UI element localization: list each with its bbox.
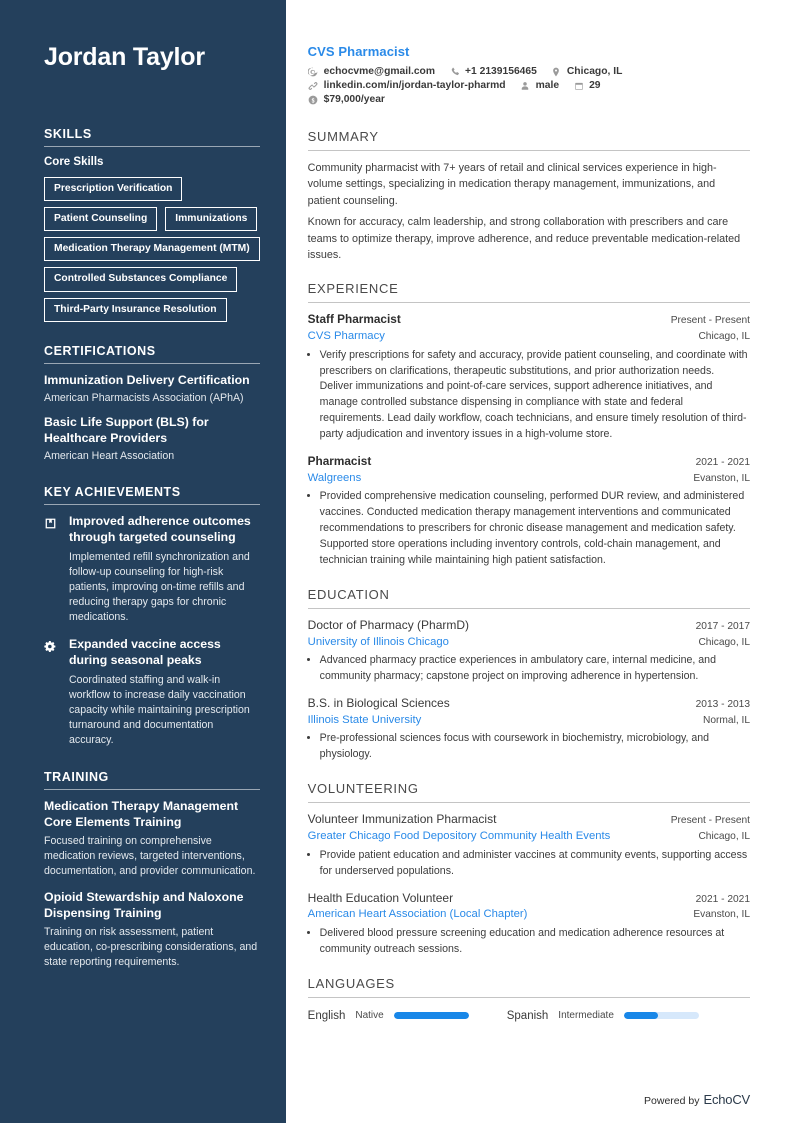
- entry-bullet-list: [308, 848, 750, 880]
- volunteering-section-title: VOLUNTEERING: [308, 781, 750, 803]
- entry-subheader: [308, 329, 750, 344]
- skill-chip: Patient Counseling: [44, 207, 157, 231]
- entry-location: Evanston, IL: [693, 909, 750, 921]
- entry-bullet-list: [308, 731, 750, 763]
- language-proficiency-fill: [394, 1012, 469, 1019]
- entry-bullet: • Delivered blood pressure screening education and medication adherence resources at community outreach sessions.: [320, 926, 750, 958]
- footer-branding: [644, 1092, 750, 1107]
- phone-icon: [449, 66, 460, 77]
- training-title: Opioid Stewardship and Naloxone Dispensing Training: [44, 890, 244, 921]
- volunteering-entry: [308, 812, 750, 879]
- certification-name: Basic Life Support (BLS) for Healthcare Providers: [44, 415, 209, 445]
- contact-row: [308, 94, 750, 105]
- entry-subheader: [308, 471, 750, 486]
- achievement-item: [44, 514, 260, 625]
- entry-location: Evanston, IL: [693, 472, 750, 484]
- entry-location: Chicago, IL: [698, 831, 750, 843]
- entry-dates: Present - Present: [670, 315, 750, 327]
- language-proficiency-fill: [624, 1012, 658, 1019]
- skills-subtitle: Core Skills: [44, 155, 104, 168]
- training-section-title: TRAINING: [44, 770, 260, 790]
- entry-header: [308, 812, 750, 828]
- contact-item[interactable]: [308, 94, 385, 105]
- contact-value: +1 2139156465: [465, 66, 537, 77]
- entry-dates: 2013 - 2013: [695, 698, 750, 710]
- entry-organization[interactable]: American Heart Association (Local Chapter): [307, 908, 528, 921]
- achievement-item: [44, 637, 260, 748]
- entry-bullet: • Pre-professional sciences focus with coursework in biochemistry, microbiology, and physiology.: [320, 731, 750, 763]
- contact-value: 29: [589, 80, 601, 91]
- certification-item: [44, 415, 260, 463]
- contact-item[interactable]: [551, 66, 623, 77]
- contact-item[interactable]: [520, 80, 559, 91]
- entry-dates: 2021 - 2021: [695, 893, 750, 905]
- main-column: [286, 0, 794, 1123]
- certification-org: American Pharmacists Association (APhA): [44, 391, 244, 404]
- skill-chip: Medication Therapy Management (MTM): [44, 237, 260, 261]
- education-section-title: EDUCATION: [308, 587, 750, 609]
- entry-organization[interactable]: Walgreens: [307, 471, 362, 484]
- salary-icon: [308, 94, 319, 105]
- experience-list: [308, 312, 750, 568]
- languages-section-title: LANGUAGES: [308, 976, 750, 998]
- entry-title: Staff Pharmacist: [307, 312, 401, 327]
- contact-value: echocvme@gmail.com: [323, 66, 435, 77]
- contact-info: [308, 66, 750, 105]
- training-item: [44, 890, 260, 970]
- entry-bullet: • Advanced pharmacy practice experiences in ambulatory care, internal medicine, and community pharmacy; capstone project on improving adherence in hypertension.: [320, 653, 750, 685]
- language-level: Intermediate: [558, 1010, 614, 1022]
- summary-section-title: SUMMARY: [308, 129, 750, 151]
- language-list: [308, 1007, 750, 1022]
- entry-header: [308, 618, 750, 634]
- experience-section-title: EXPERIENCE: [308, 281, 750, 303]
- training-item: [44, 799, 260, 879]
- certification-org: American Heart Association: [44, 449, 175, 462]
- entry-location: Normal, IL: [703, 714, 750, 726]
- footer-brand: EchoCV: [703, 1092, 750, 1107]
- volunteering-entry: [308, 891, 750, 958]
- entry-title: B.S. in Biological Sciences: [307, 695, 450, 710]
- language-name: Spanish: [506, 1009, 549, 1022]
- language-name: English: [307, 1009, 346, 1022]
- entry-header: [308, 454, 750, 470]
- entry-title: Health Education Volunteer: [307, 890, 454, 905]
- section-summary: [308, 129, 750, 263]
- entry-organization[interactable]: University of Illinois Chicago: [307, 635, 449, 648]
- skill-chip: Third-Party Insurance Resolution: [44, 298, 227, 322]
- person-icon: [520, 80, 531, 91]
- contact-value: Chicago, IL: [566, 66, 623, 77]
- achievements-section-title: KEY ACHIEVEMENTS: [44, 485, 260, 505]
- skill-chip: Controlled Substances Compliance: [44, 267, 237, 291]
- training-description: Training on risk assessment, patient education, co-prescribing considerations, and state reporting requirements.: [44, 926, 258, 969]
- volunteering-list: [308, 812, 750, 958]
- email-icon: [308, 66, 319, 77]
- section-education: [308, 587, 750, 764]
- skill-chip-list: [44, 177, 260, 323]
- contact-item[interactable]: [449, 66, 537, 77]
- entry-subheader: [308, 907, 750, 922]
- contact-item[interactable]: [308, 80, 506, 91]
- entry-dates: Present - Present: [670, 815, 750, 827]
- entry-subheader: [308, 829, 750, 844]
- entry-organization[interactable]: Illinois State University: [307, 713, 422, 726]
- contact-value: linkedin.com/in/jordan-taylor-pharmd: [323, 80, 506, 91]
- entry-bullet: • Provide patient education and administer vaccines at community events, supporting access for underserved populations.: [320, 848, 750, 880]
- training-title: Medication Therapy Management Core Elements Training: [44, 799, 239, 830]
- entry-bullet-list: [308, 653, 750, 685]
- certification-name: Immunization Delivery Certification: [44, 373, 250, 388]
- education-entry: [308, 696, 750, 763]
- location-pin-icon: [551, 66, 562, 77]
- contact-value: male: [535, 80, 560, 91]
- entry-subheader: [308, 713, 750, 728]
- achievement-description: Implemented refill synchronization and follow-up counseling for high-risk patients, improving on-time refills and reducing therapy gaps for chronic medications.: [69, 550, 250, 623]
- entry-organization[interactable]: CVS Pharmacy: [307, 330, 385, 342]
- entry-header: [308, 696, 750, 712]
- training-description: Focused training on comprehensive medication reviews, targeted interventions, documentation, and provider communication.: [44, 835, 256, 878]
- achievement-title: Improved adherence outcomes through targeted counseling: [69, 513, 251, 544]
- contact-item[interactable]: [308, 66, 435, 77]
- footer-powered-by: Powered by: [644, 1095, 700, 1107]
- calendar-icon: [573, 80, 584, 91]
- entry-location: Chicago, IL: [698, 331, 750, 342]
- candidate-name: Jordan Taylor: [44, 43, 205, 71]
- certifications-section-title: CERTIFICATIONS: [44, 344, 260, 364]
- entry-header: [308, 312, 750, 328]
- language-proficiency-bar: [624, 1012, 699, 1019]
- achievement-list: [44, 514, 260, 748]
- entry-dates: 2021 - 2021: [695, 457, 750, 469]
- summary-body: [308, 160, 750, 263]
- summary-paragraph: Known for accuracy, calm leadership, and strong collaboration with prescribers and care teams to optimize therapy, improve adherence, and reduce preventable medication-related issues.: [307, 216, 741, 262]
- certification-list: [44, 373, 260, 463]
- sidebar-section-skills: [44, 127, 260, 323]
- skill-chip: Prescription Verification: [44, 177, 182, 201]
- entry-bullet: • Verify prescriptions for safety and accuracy, provide patient counseling, and coordinate with prescribers on clarifications, therapeutic substitutions, and prior authorization needs. Deliver immunizations and point-of-care services, support adherence initiatives, and manage controlled substance dispensing in compliance with state and federal requirements. Lead daily workflow, coach technicians, and ensure timely resolution of third-party adjudication and inventory issues in a high-volume store.: [320, 348, 750, 443]
- skills-section-title: SKILLS: [44, 127, 260, 147]
- contact-row: [308, 66, 750, 77]
- entry-title: Volunteer Immunization Pharmacist: [307, 812, 497, 827]
- entry-dates: 2017 - 2017: [695, 620, 750, 632]
- contact-row: [308, 80, 750, 91]
- skill-chip: Immunizations: [165, 207, 257, 231]
- sidebar-section-certifications: [44, 344, 260, 463]
- sidebar: [0, 0, 286, 1123]
- entry-location: Chicago, IL: [698, 636, 750, 648]
- sidebar-section-training: [44, 770, 260, 970]
- entry-organization[interactable]: Greater Chicago Food Depository Community Health Events: [307, 830, 611, 843]
- entry-bullet-list: [308, 926, 750, 958]
- language-proficiency-bar: [394, 1012, 469, 1019]
- summary-paragraph: Community pharmacist with 7+ years of retail and clinical services experience in high-volume settings, specializing in medication therapy management, immunizations, and patient counseling.: [307, 162, 717, 207]
- entry-bullet-list: [308, 348, 750, 443]
- contact-value: $79,000/year: [323, 94, 385, 105]
- achievement-title: Expanded vaccine access during seasonal peaks: [69, 636, 221, 667]
- section-experience: [308, 281, 750, 568]
- section-languages: [308, 976, 750, 1022]
- entry-title: Doctor of Pharmacy (PharmD): [307, 617, 470, 632]
- book-icon: [44, 514, 59, 625]
- education-entry: [308, 618, 750, 685]
- link-icon: [308, 80, 319, 91]
- achievement-description: Coordinated staffing and walk-in workflow to increase daily vaccination capacity while maintaining prescription turnaround and documentation accuracy.: [69, 673, 250, 747]
- gear-icon: [44, 637, 59, 748]
- entry-bullet-list: [308, 489, 750, 568]
- experience-entry: [308, 454, 750, 569]
- training-list: [44, 799, 260, 970]
- language-level: Native: [355, 1010, 384, 1022]
- entry-bullet: • Provided comprehensive medication counseling, performed DUR review, and administered vaccines. Conducted medication therapy management interventions and communicated recommendations to prescribers for chronic disease management and medication safety. Supported store operations including inventory controls, cold-chain management, and technician training while maintaining high patient satisfaction.: [320, 489, 750, 568]
- entry-title: Pharmacist: [307, 454, 372, 469]
- certification-item: [44, 373, 260, 405]
- contact-item[interactable]: [573, 80, 600, 91]
- entry-subheader: [308, 635, 750, 650]
- sidebar-section-key-achievements: [44, 485, 260, 748]
- education-list: [308, 618, 750, 764]
- experience-entry: [308, 312, 750, 443]
- job-headline: CVS Pharmacist: [307, 44, 410, 59]
- section-volunteering: [308, 781, 750, 958]
- entry-header: [308, 891, 750, 907]
